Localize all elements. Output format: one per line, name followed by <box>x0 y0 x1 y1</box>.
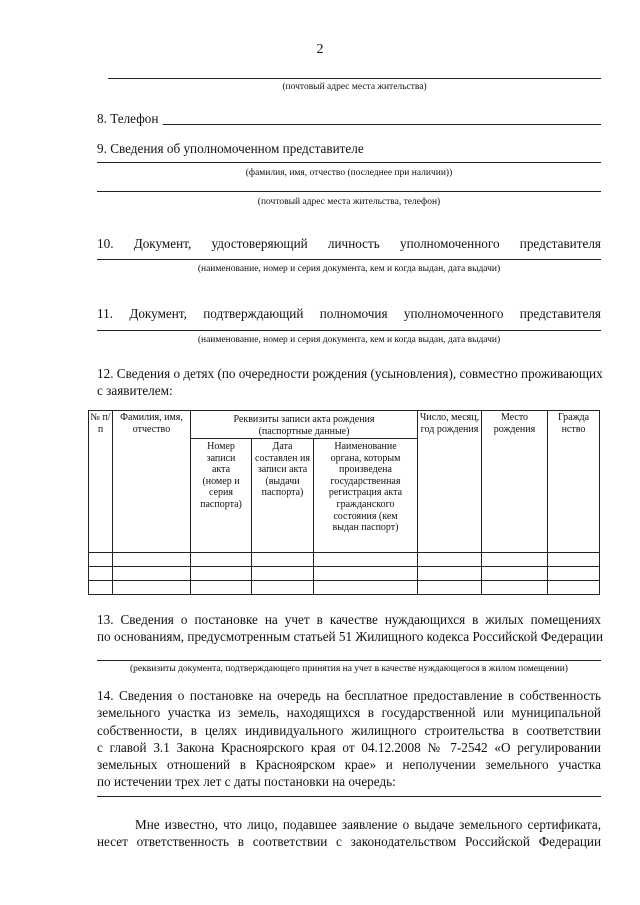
item10-word: личность <box>327 236 380 251</box>
representative-name-caption: (фамилия, имя, отчество (последнее при наличии)) <box>245 168 453 178</box>
table-cell[interactable] <box>482 581 548 595</box>
land-queue-line: земельных отношений в Красноярском крае» и неполучении земельного участка <box>97 757 601 773</box>
table-cell[interactable] <box>548 581 600 595</box>
col-header-birth-place: Место рождения <box>482 411 548 553</box>
registration-document-caption: (реквизиты документа, подтверждающего принятия на учет в качестве нуждающегося в жилом помещении) <box>130 664 568 674</box>
col-header-name: Фамилия, имя, отчество <box>113 411 191 553</box>
children-heading-line: 12. Сведения о детях (по очередности рождения (усыновления), совместно проживающих <box>97 366 603 381</box>
representative-heading: 9. Сведения об уполномоченном представителе <box>97 141 364 156</box>
col-header-record-date: Дата составлен ия записи акта (выдачи паспорта) <box>252 439 314 553</box>
housing-registration-heading <box>97 611 604 646</box>
authority-document-caption: (наименование, номер и серия документа, кем и когда выдан, дата выдачи) <box>197 335 501 345</box>
table-cell[interactable] <box>314 567 418 581</box>
table-cell[interactable] <box>191 553 252 567</box>
item11-word: представителя <box>519 306 601 321</box>
table-cell[interactable] <box>113 581 191 595</box>
table-cell[interactable] <box>252 567 314 581</box>
item10-word: Документ, <box>133 236 192 251</box>
item10-word: 10. <box>97 236 114 251</box>
representative-address-caption: (почтовый адрес места жительства, телефон) <box>257 197 441 207</box>
land-queue-line: по истечении трех лет с даты постановки на очередь: <box>97 774 396 790</box>
item11-word: уполномоченного <box>403 306 504 321</box>
table-cell[interactable] <box>252 581 314 595</box>
table-row <box>89 567 600 581</box>
registration-document-line <box>97 660 601 661</box>
item11-word: подтверждающий <box>203 306 304 321</box>
table-cell[interactable] <box>314 553 418 567</box>
authority-document-line <box>97 330 601 331</box>
item10-word: уполномоченного <box>400 236 500 251</box>
land-queue-line: собственности, в целях индивидуального жилищного строительства в соответствии <box>97 722 601 738</box>
land-queue-paragraph <box>97 687 601 791</box>
table-cell[interactable] <box>113 567 191 581</box>
representative-address-line <box>97 191 601 192</box>
table-cell[interactable] <box>548 567 600 581</box>
land-queue-line-field <box>97 796 601 797</box>
table-cell[interactable] <box>418 553 482 567</box>
land-queue-line: земельного участка из земель, находящихся в государственной или муниципальной <box>97 705 601 721</box>
col-header-registry-office: Наименование органа, которым произведена государственная регистрация акта гражданского состояния (кем выдан паспорт) <box>314 439 418 553</box>
table-cell[interactable] <box>482 567 548 581</box>
housing-registration-line: 13. Сведения о постановке на учет в качестве нуждающихся в жилых помещениях <box>97 612 601 627</box>
item10-word: удостоверяющий <box>211 236 308 251</box>
children-table <box>88 410 600 595</box>
table-cell[interactable] <box>418 567 482 581</box>
item11-word: полномочия <box>319 306 388 321</box>
col-header-birth-date: Число, месяц, год рождения <box>418 411 482 553</box>
table-row <box>89 581 600 595</box>
table-cell[interactable] <box>89 581 113 595</box>
table-cell[interactable] <box>314 581 418 595</box>
identity-document-heading <box>97 236 601 252</box>
table-cell[interactable] <box>191 581 252 595</box>
phone-label: 8. Телефон <box>97 111 159 126</box>
housing-registration-line: по основаниям, предусмотренным статьей 51 Жилищного кодекса Российской Федерации <box>97 629 604 645</box>
children-heading <box>97 365 601 400</box>
postal-address-caption: (почтовый адрес места жительства) <box>282 82 427 92</box>
authority-document-heading <box>97 306 601 322</box>
col-header-number: № п/ п <box>89 411 113 553</box>
col-header-record-number: Номер записи акта (номер и серия паспорта) <box>191 439 252 553</box>
table-cell[interactable] <box>548 553 600 567</box>
table-cell[interactable] <box>482 553 548 567</box>
table-cell[interactable] <box>89 553 113 567</box>
land-queue-line: с главой 3.1 Закона Красноярского края от 04.12.2008 № 7-2542 «О регулировании <box>97 739 601 755</box>
table-row <box>89 553 600 567</box>
table-cell[interactable] <box>418 581 482 595</box>
page-number: 2 <box>316 42 324 57</box>
item11-word: 11. <box>97 306 113 321</box>
item11-word: Документ, <box>129 306 187 321</box>
table-cell[interactable] <box>113 553 191 567</box>
land-queue-line: 14. Сведения о постановке на очередь на бесплатное предоставление в собственность <box>97 688 601 703</box>
postal-address-line <box>108 78 601 79</box>
col-header-birth-record: Реквизиты записи акта рождения (паспортные данные) <box>191 411 418 439</box>
table-cell[interactable] <box>191 567 252 581</box>
closing-line: несет ответственность в соответствии с законодательством Российской Федерации <box>97 834 601 850</box>
col-header-citizenship: Гражда нство <box>548 411 600 553</box>
children-heading-line: с заявителем: <box>97 383 173 399</box>
representative-name-line <box>97 162 601 163</box>
phone-line <box>163 124 601 125</box>
closing-paragraph <box>97 816 601 851</box>
closing-line: Мне известно, что лицо, подавшее заявление о выдаче земельного сертификата, <box>135 817 601 832</box>
identity-document-caption: (наименование, номер и серия документа, кем и когда выдан, дата выдачи) <box>197 264 501 274</box>
table-cell[interactable] <box>252 553 314 567</box>
identity-document-line <box>97 259 601 260</box>
table-cell[interactable] <box>89 567 113 581</box>
item10-word: представителя <box>519 236 601 251</box>
